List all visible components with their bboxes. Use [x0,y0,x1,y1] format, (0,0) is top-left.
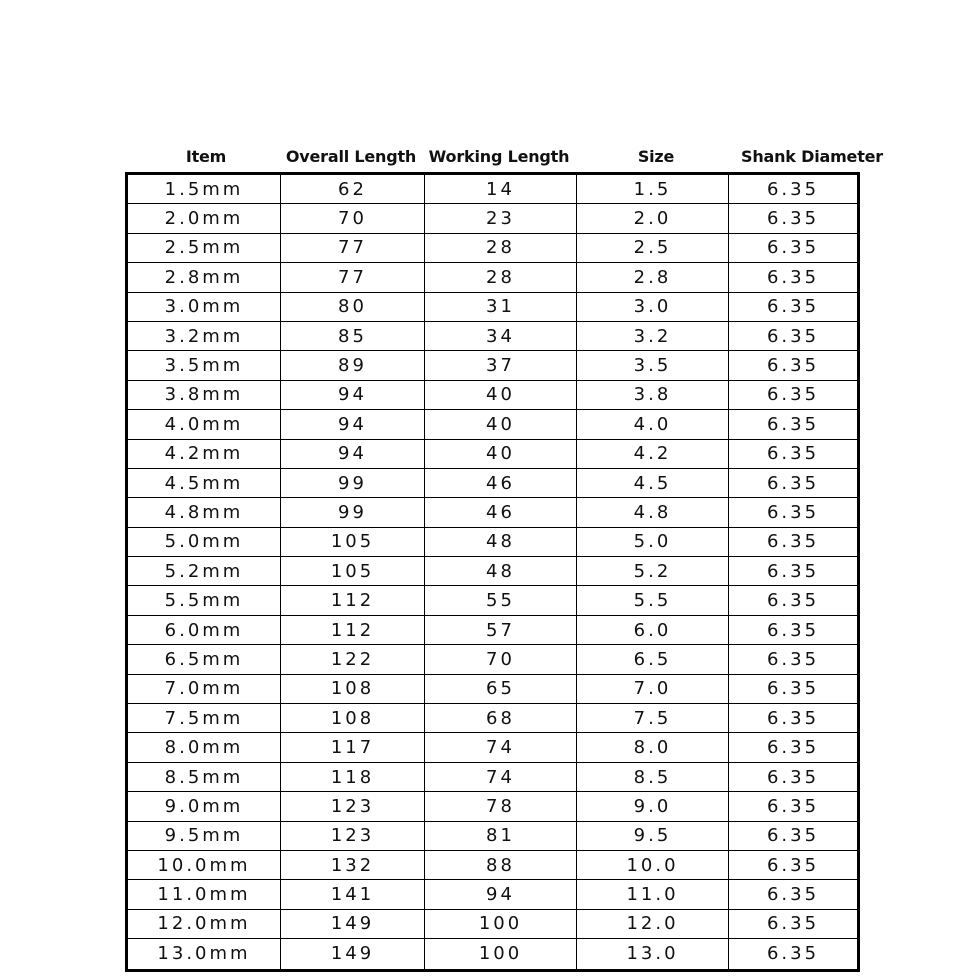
cell-item: 6.0mm [128,616,281,644]
cell-working-length: 70 [425,645,577,673]
cell-size: 9.5 [577,822,729,850]
cell-shank-diameter: 6.35 [766,560,820,582]
cell-item: 5.0mm [128,528,281,556]
cell-working-length: 46 [425,469,577,497]
cell-size: 10.0 [577,851,729,879]
cell-shank-diameter: 6.35 [766,443,820,465]
cell-overall-length: 77 [281,234,425,262]
cell-shank-diameter: 6.35 [766,619,820,641]
cell-overall-length: 94 [281,381,425,409]
cell-overall-length: 105 [281,557,425,585]
cell-size: 3.2 [577,322,729,350]
cell-size: 8.0 [577,733,729,761]
table-row [128,528,857,557]
cell-item: 2.8mm [128,263,281,291]
cell-item: 9.5mm [128,822,281,850]
cell-shank-diameter: 6.35 [766,472,820,494]
cell-working-length: 31 [425,293,577,321]
table-row [128,351,857,380]
cell-shank-diameter: 6.35 [766,531,820,553]
table-row [128,586,857,615]
cell-shank-diameter: 6.35 [766,854,820,876]
cell-item: 3.8mm [128,381,281,409]
cell-shank-diameter: 6.35 [766,178,820,200]
cell-shank-diameter: 6.35 [766,208,820,230]
cell-working-length: 65 [425,675,577,703]
table-row [128,263,857,292]
cell-overall-length: 108 [281,675,425,703]
cell-item: 10.0mm [128,851,281,879]
cell-working-length: 23 [425,204,577,232]
cell-item: 3.5mm [128,351,281,379]
cell-size: 3.0 [577,293,729,321]
cell-item: 6.5mm [128,645,281,673]
cell-shank-diameter: 6.35 [766,325,820,347]
table-row [128,704,857,733]
cell-overall-length: 132 [281,851,425,879]
table-row [128,851,857,880]
cell-working-length: 37 [425,351,577,379]
cell-item: 5.5mm [128,586,281,614]
cell-shank-diameter: 6.35 [766,590,820,612]
cell-item: 9.0mm [128,792,281,820]
cell-working-length: 68 [425,704,577,732]
cell-overall-length: 77 [281,263,425,291]
cell-size: 13.0 [577,939,729,968]
cell-item: 4.5mm [128,469,281,497]
cell-working-length: 48 [425,528,577,556]
header-item: Item [185,146,227,166]
cell-item: 7.5mm [128,704,281,732]
cell-working-length: 40 [425,410,577,438]
cell-overall-length: 123 [281,822,425,850]
table-row [128,498,857,527]
cell-overall-length: 99 [281,498,425,526]
cell-item: 2.0mm [128,204,281,232]
cell-shank-diameter: 6.35 [766,825,820,847]
cell-size: 5.5 [577,586,729,614]
spec-table [125,140,883,972]
table-row [128,675,857,704]
cell-overall-length: 94 [281,410,425,438]
cell-working-length: 100 [425,939,577,968]
cell-size: 9.0 [577,792,729,820]
cell-overall-length: 123 [281,792,425,820]
cell-shank-diameter: 6.35 [766,413,820,435]
cell-overall-length: 112 [281,616,425,644]
cell-working-length: 94 [425,880,577,908]
cell-working-length: 74 [425,763,577,791]
cell-size: 4.2 [577,440,729,468]
cell-item: 4.2mm [128,440,281,468]
cell-size: 5.2 [577,557,729,585]
cell-size: 3.8 [577,381,729,409]
cell-item: 7.0mm [128,675,281,703]
cell-overall-length: 108 [281,704,425,732]
table-row [128,792,857,821]
cell-working-length: 28 [425,263,577,291]
cell-size: 6.5 [577,645,729,673]
cell-overall-length: 99 [281,469,425,497]
cell-shank-diameter: 6.35 [766,296,820,318]
cell-overall-length: 70 [281,204,425,232]
cell-working-length: 34 [425,322,577,350]
cell-overall-length: 117 [281,733,425,761]
cell-working-length: 40 [425,440,577,468]
cell-shank-diameter: 6.35 [766,355,820,377]
cell-size: 7.5 [577,704,729,732]
cell-item: 3.2mm [128,322,281,350]
cell-size: 2.5 [577,234,729,262]
cell-working-length: 81 [425,822,577,850]
cell-item: 4.0mm [128,410,281,438]
cell-shank-diameter: 6.35 [766,707,820,729]
cell-size: 3.5 [577,351,729,379]
cell-overall-length: 149 [281,939,425,968]
cell-working-length: 78 [425,792,577,820]
cell-shank-diameter: 6.35 [766,913,820,935]
cell-size: 2.8 [577,263,729,291]
cell-size: 5.0 [577,528,729,556]
table-row [128,234,857,263]
header-size: Size [637,146,675,166]
cell-size: 4.0 [577,410,729,438]
cell-size: 4.8 [577,498,729,526]
table-body [125,172,860,972]
table-row [128,880,857,909]
cell-item: 11.0mm [128,880,281,908]
table-header-row [125,140,883,172]
cell-overall-length: 105 [281,528,425,556]
table-row [128,733,857,762]
cell-item: 2.5mm [128,234,281,262]
cell-shank-diameter: 6.35 [766,237,820,259]
table-row [128,175,857,204]
cell-working-length: 74 [425,733,577,761]
cell-size: 8.5 [577,763,729,791]
table-row [128,616,857,645]
table-row [128,557,857,586]
cell-size: 7.0 [577,675,729,703]
cell-shank-diameter: 6.35 [766,766,820,788]
header-overall-length: Overall Length [285,146,417,166]
cell-working-length: 28 [425,234,577,262]
cell-size: 12.0 [577,910,729,938]
cell-shank-diameter: 6.35 [766,648,820,670]
cell-size: 2.0 [577,204,729,232]
cell-item: 4.8mm [128,498,281,526]
table-row [128,381,857,410]
cell-shank-diameter: 6.35 [766,943,820,965]
cell-overall-length: 62 [281,175,425,203]
cell-working-length: 55 [425,586,577,614]
cell-item: 8.5mm [128,763,281,791]
table-row [128,910,857,939]
cell-overall-length: 85 [281,322,425,350]
table-row [128,645,857,674]
cell-overall-length: 80 [281,293,425,321]
cell-working-length: 57 [425,616,577,644]
cell-overall-length: 118 [281,763,425,791]
cell-item: 3.0mm [128,293,281,321]
table-row [128,822,857,851]
table-row [128,939,857,968]
cell-overall-length: 89 [281,351,425,379]
cell-shank-diameter: 6.35 [766,884,820,906]
cell-working-length: 48 [425,557,577,585]
cell-shank-diameter: 6.35 [766,266,820,288]
cell-overall-length: 122 [281,645,425,673]
table-row [128,322,857,351]
table-row [128,469,857,498]
header-shank-diameter: Shank Diameter [741,146,883,166]
cell-size: 6.0 [577,616,729,644]
cell-working-length: 40 [425,381,577,409]
cell-working-length: 100 [425,910,577,938]
cell-working-length: 14 [425,175,577,203]
cell-working-length: 88 [425,851,577,879]
cell-working-length: 46 [425,498,577,526]
cell-overall-length: 112 [281,586,425,614]
cell-overall-length: 94 [281,440,425,468]
cell-shank-diameter: 6.35 [766,795,820,817]
cell-item: 1.5mm [128,175,281,203]
cell-overall-length: 141 [281,880,425,908]
table-row [128,204,857,233]
cell-shank-diameter: 6.35 [766,737,820,759]
header-working-length: Working Length [428,146,570,166]
cell-size: 4.5 [577,469,729,497]
cell-item: 13.0mm [128,939,281,968]
cell-overall-length: 149 [281,910,425,938]
cell-shank-diameter: 6.35 [766,678,820,700]
cell-shank-diameter: 6.35 [766,501,820,523]
table-row [128,293,857,322]
table-row [128,410,857,439]
table-row [128,763,857,792]
table-row [128,440,857,469]
cell-shank-diameter: 6.35 [766,384,820,406]
cell-item: 5.2mm [128,557,281,585]
cell-item: 12.0mm [128,910,281,938]
cell-size: 1.5 [577,175,729,203]
cell-size: 11.0 [577,880,729,908]
cell-item: 8.0mm [128,733,281,761]
